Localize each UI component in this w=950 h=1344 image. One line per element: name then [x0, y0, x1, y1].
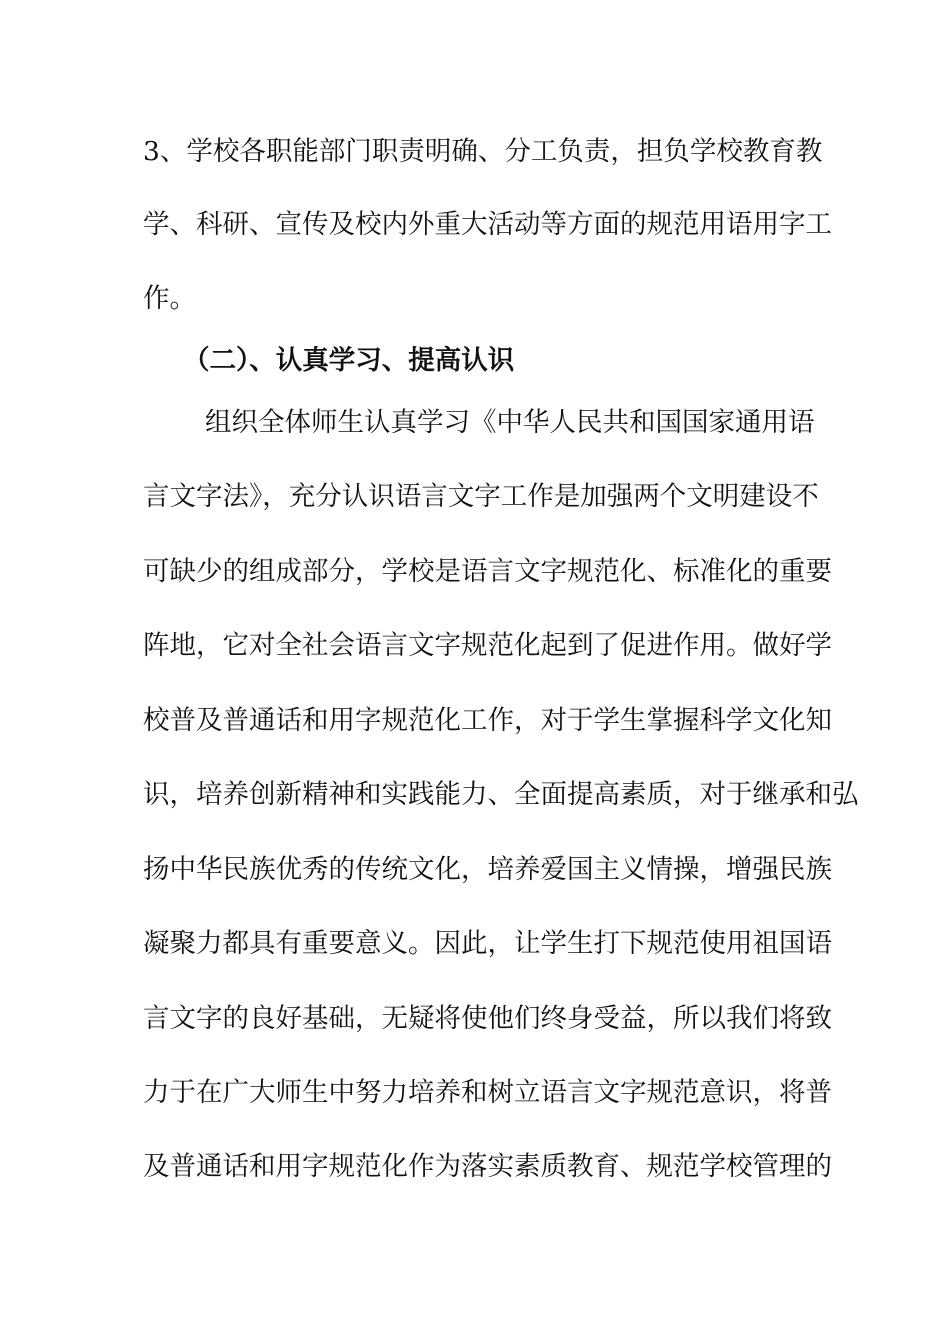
paragraph-2-line-4: 阵地，它对全社会语言文字规范化起到了促进作用。做好学	[143, 630, 832, 661]
paragraph-2-line-11: 及普通话和用字规范化作为落实素质教育、规范学校管理的	[143, 1151, 832, 1182]
paragraph-2-line-7: 扬中华民族优秀的传统文化，培养爱国主义情操，增强民族	[143, 854, 832, 885]
paragraph-2-line-2: 言文字法》，充分认识语言文字工作是加强两个文明建设不	[143, 481, 819, 512]
paragraph-1-line-3: 作。	[143, 283, 196, 314]
section-heading: （二）、认真学习、提高认识	[183, 345, 515, 376]
paragraph-2-line-5: 校普及普通话和用字规范化工作，对于学生掌握科学文化知	[143, 705, 832, 736]
paragraph-2-line-10: 力于在广大师生中努力培养和树立语言文字规范意识，将普	[143, 1077, 832, 1108]
paragraph-2-line-9: 言文字的良好基础，无疑将使他们终身受益，所以我们将致	[143, 1003, 832, 1034]
paragraph-2-line-3: 可缺少的组成部分，学校是语言文字规范化、标准化的重要	[143, 556, 832, 587]
paragraph-2-line-6: 识，培养创新精神和实践能力、全面提高素质，对于继承和弘	[143, 779, 859, 810]
paragraph-1-line-1: 3、学校各职能部门职责明确、分工负责，担负学校教育教	[143, 136, 823, 167]
paragraph-2-line-1: 组织全体师生认真学习《中华人民共和国国家通用语	[205, 407, 815, 438]
paragraph-1-line-2: 学、科研、宣传及校内外重大活动等方面的规范用语用字工	[143, 209, 832, 240]
paragraph-2-line-8: 凝聚力都具有重要意义。因此，让学生打下规范使用祖国语	[143, 928, 832, 959]
